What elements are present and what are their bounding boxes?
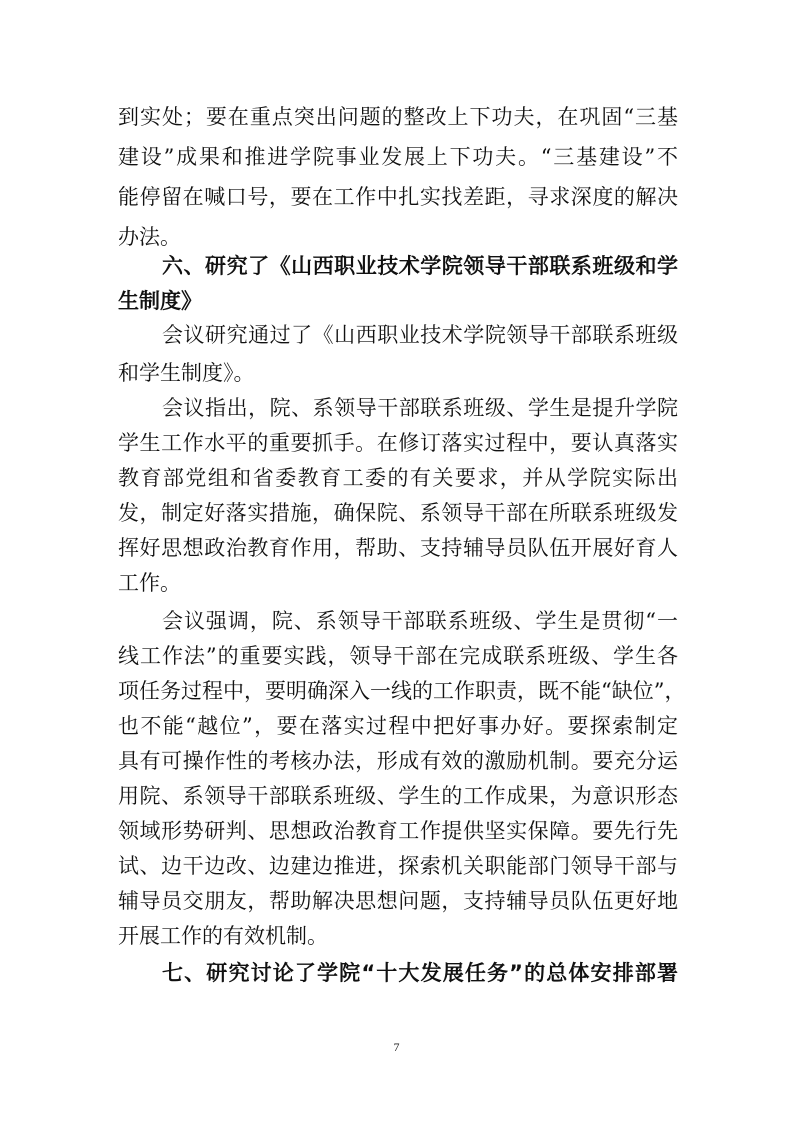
body-text-line: 试、边干边改、边建边推进，探索机关职能部门领导干部与	[118, 854, 678, 878]
body-text-line: 项任务过程中，要明确深入一线的工作职责，既不能“缺位”，	[118, 679, 686, 703]
body-text-line: 工作。	[118, 571, 181, 595]
body-text-line: 挥好思想政治教育作用，帮助、支持辅导员队伍开展好育人	[118, 536, 678, 560]
body-text-line: 用院、系领导干部联系班级、学生的工作成果，为意识形态	[118, 784, 678, 808]
body-text-line: 会议指出，院、系领导干部联系班级、学生是提升学院	[162, 396, 678, 420]
body-text-line: 到实处；要在重点突出问题的整改上下功夫，在巩固“三基	[118, 105, 678, 129]
section-heading-6: 六、研究了《山西职业技术学院领导干部联系班级和学	[162, 254, 678, 278]
body-text-line: 会议强调，院、系领导干部联系班级、学生是贯彻“一	[162, 609, 678, 633]
body-text-line: 发，制定好落实措施，确保院、系领导干部在所联系班级发	[118, 501, 678, 525]
body-text-line: 能停留在喊口号，要在工作中扎实找差距，寻求深度的解决	[118, 185, 678, 209]
section-heading-6-continued: 生制度》	[118, 289, 202, 313]
body-text-line: 领域形势研判、思想政治教育工作提供坚实保障。要先行先	[118, 819, 678, 843]
body-text-line: 办法。	[118, 225, 181, 249]
body-text-line: 建设”成果和推进学院事业发展上下功夫。“三基建设”不	[118, 145, 678, 169]
body-text-line: 学生工作水平的重要抓手。在修订落实过程中，要认真落实	[118, 431, 678, 455]
page-number: 7	[393, 1040, 400, 1054]
body-text-line: 会议研究通过了《山西职业技术学院领导干部联系班级	[162, 323, 678, 347]
body-text-line: 开展工作的有效机制。	[118, 924, 328, 948]
body-text-line: 线工作法”的重要实践，领导干部在完成联系班级、学生各	[118, 644, 678, 668]
body-text-line: 辅导员交朋友，帮助解决思想问题，支持辅导员队伍更好地	[118, 889, 678, 913]
section-heading-7: 七、研究讨论了学院“十大发展任务”的总体安排部署	[162, 961, 678, 985]
body-text-line: 也不能“越位”，要在落实过程中把好事办好。要探索制定	[118, 714, 678, 738]
body-text-line: 具有可操作性的考核办法，形成有效的激励机制。要充分运	[118, 749, 678, 773]
body-text-line: 教育部党组和省委教育工委的有关要求，并从学院实际出	[118, 466, 678, 490]
body-text-line: 和学生制度》。	[118, 361, 255, 385]
